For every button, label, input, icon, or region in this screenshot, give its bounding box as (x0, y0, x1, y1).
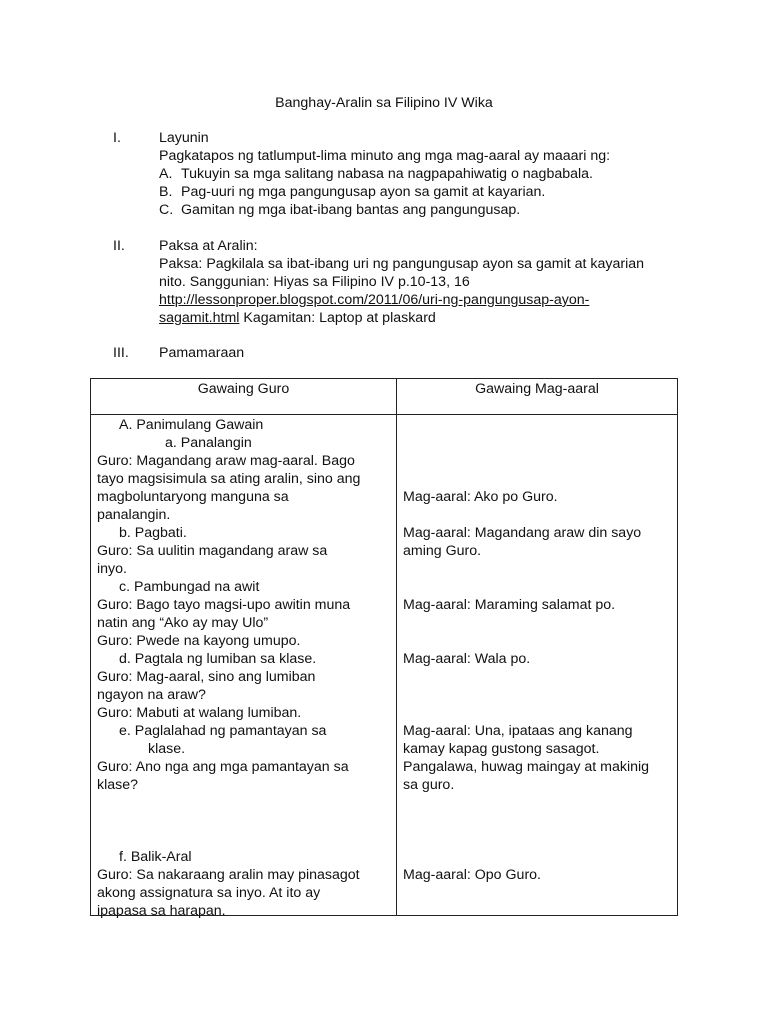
guro-line: f. Balik-Aral (119, 849, 192, 865)
magaaral-line: kamay kapag gustong sasagot. (403, 741, 600, 757)
kagamitan-text: Kagamitan: Laptop at plaskard (239, 310, 436, 326)
guro-line: ipapasa sa harapan. (97, 903, 226, 919)
magaaral-line: aming Guro. (403, 543, 482, 559)
guro-line: c. Pambungad na awit (119, 579, 260, 595)
guro-line: d. Pagtala ng lumiban sa klase. (119, 651, 317, 667)
guro-line: Guro: Magandang araw mag-aaral. Bago (97, 453, 355, 469)
guro-line: Guro: Sa nakaraang aralin may pinasagot (97, 867, 360, 883)
list-item: C. Gamitan ng mga ibat-ibang bantas ang pangungusap. (159, 202, 521, 218)
sanggunian-text: nito. Sanggunian: Hiyas sa Filipino IV p.10-13, 16 (159, 274, 470, 290)
reference-link-continued[interactable]: sagamit.html (159, 310, 240, 326)
guro-line: Guro: Pwede na kayong umupo. (97, 633, 301, 649)
guro-line: Guro: Sa uulitin magandang araw sa (97, 543, 328, 559)
guro-line: inyo. (97, 561, 127, 577)
list-item: B. Pag-uuri ng mga pangungusap ayon sa gamit at kayarian. (159, 184, 546, 200)
column-header-guro: Gawaing Guro (91, 379, 397, 415)
magaaral-cell (397, 415, 678, 916)
magaaral-line: Mag-aaral: Magandang araw din sayo (403, 525, 642, 541)
table-row (91, 415, 678, 916)
guro-line: b. Pagbati. (119, 525, 187, 541)
table-header-row (91, 379, 678, 415)
guro-line: natin ang “Ako ay may Ulo” (97, 615, 269, 631)
reference-link[interactable]: http://lessonproper.blogspot.com/2011/06/uri-ng-pangungusap-ayon- (159, 292, 590, 308)
guro-line: panalangin. (97, 507, 171, 523)
guro-line: akong assignatura sa inyo. At ito ay (97, 885, 321, 901)
section-pamamaraan (113, 344, 683, 364)
guro-line: klase? (97, 777, 139, 793)
lesson-table (90, 378, 678, 919)
section-paksa (113, 237, 683, 337)
section-layunin (113, 129, 683, 229)
guro-line: klase. (148, 741, 186, 757)
paksa-text: Paksa: Pagkilala sa ibat-ibang uri ng pangungusap ayon sa gamit at kayarian (159, 256, 645, 272)
guro-line: e. Paglalahad ng pamantayan sa (119, 723, 327, 739)
guro-line: Guro: Ano nga ang mga pamantayan sa (97, 759, 349, 775)
page-title: Banghay-Aralin sa Filipino IV Wika (275, 95, 493, 111)
magaaral-line: Pangalawa, huwag maingay at makinig (403, 759, 650, 775)
objectives-list (159, 165, 689, 219)
magaaral-line: Mag-aaral: Opo Guro. (403, 867, 541, 883)
guro-line: Guro: Mag-aaral, sino ang lumiban (97, 669, 316, 685)
section-numeral: III. (113, 345, 129, 361)
column-header-magaaral: Gawaing Mag-aaral (397, 379, 678, 415)
section-heading: Pamamaraan (159, 345, 245, 361)
guro-cell (91, 415, 397, 919)
section-heading: Layunin (159, 130, 209, 146)
guro-line: ngayon na araw? (97, 687, 206, 703)
section-heading: Paksa at Aralin: (159, 238, 258, 254)
magaaral-line: Mag-aaral: Wala po. (403, 651, 531, 667)
guro-line: A. Panimulang Gawain (119, 417, 264, 433)
magaaral-line: Mag-aaral: Ako po Guro. (403, 489, 558, 505)
guro-line: a. Panalangin (165, 435, 252, 451)
section-intro: Pagkatapos ng tatlumput-lima minuto ang mga mag-aaral ay maaari ng: (159, 148, 611, 164)
section-numeral: I. (113, 130, 121, 146)
guro-line: Guro: Mabuti at walang lumiban. (97, 705, 302, 721)
list-item: A. Tukuyin sa mga salitang nabasa na nagpapahiwatig o nagbabala. (159, 166, 593, 182)
magaaral-line: Mag-aaral: Una, ipataas ang kanang (403, 723, 633, 739)
magaaral-line: Mag-aaral: Maraming salamat po. (403, 597, 616, 613)
magaaral-line: sa guro. (403, 777, 455, 793)
section-numeral: II. (113, 238, 125, 254)
guro-line: magboluntaryong manguna sa (97, 489, 289, 505)
guro-line: Guro: Bago tayo magsi-upo awitin muna (97, 597, 351, 613)
guro-line: tayo magsisimula sa ating aralin, sino ang (97, 471, 361, 487)
